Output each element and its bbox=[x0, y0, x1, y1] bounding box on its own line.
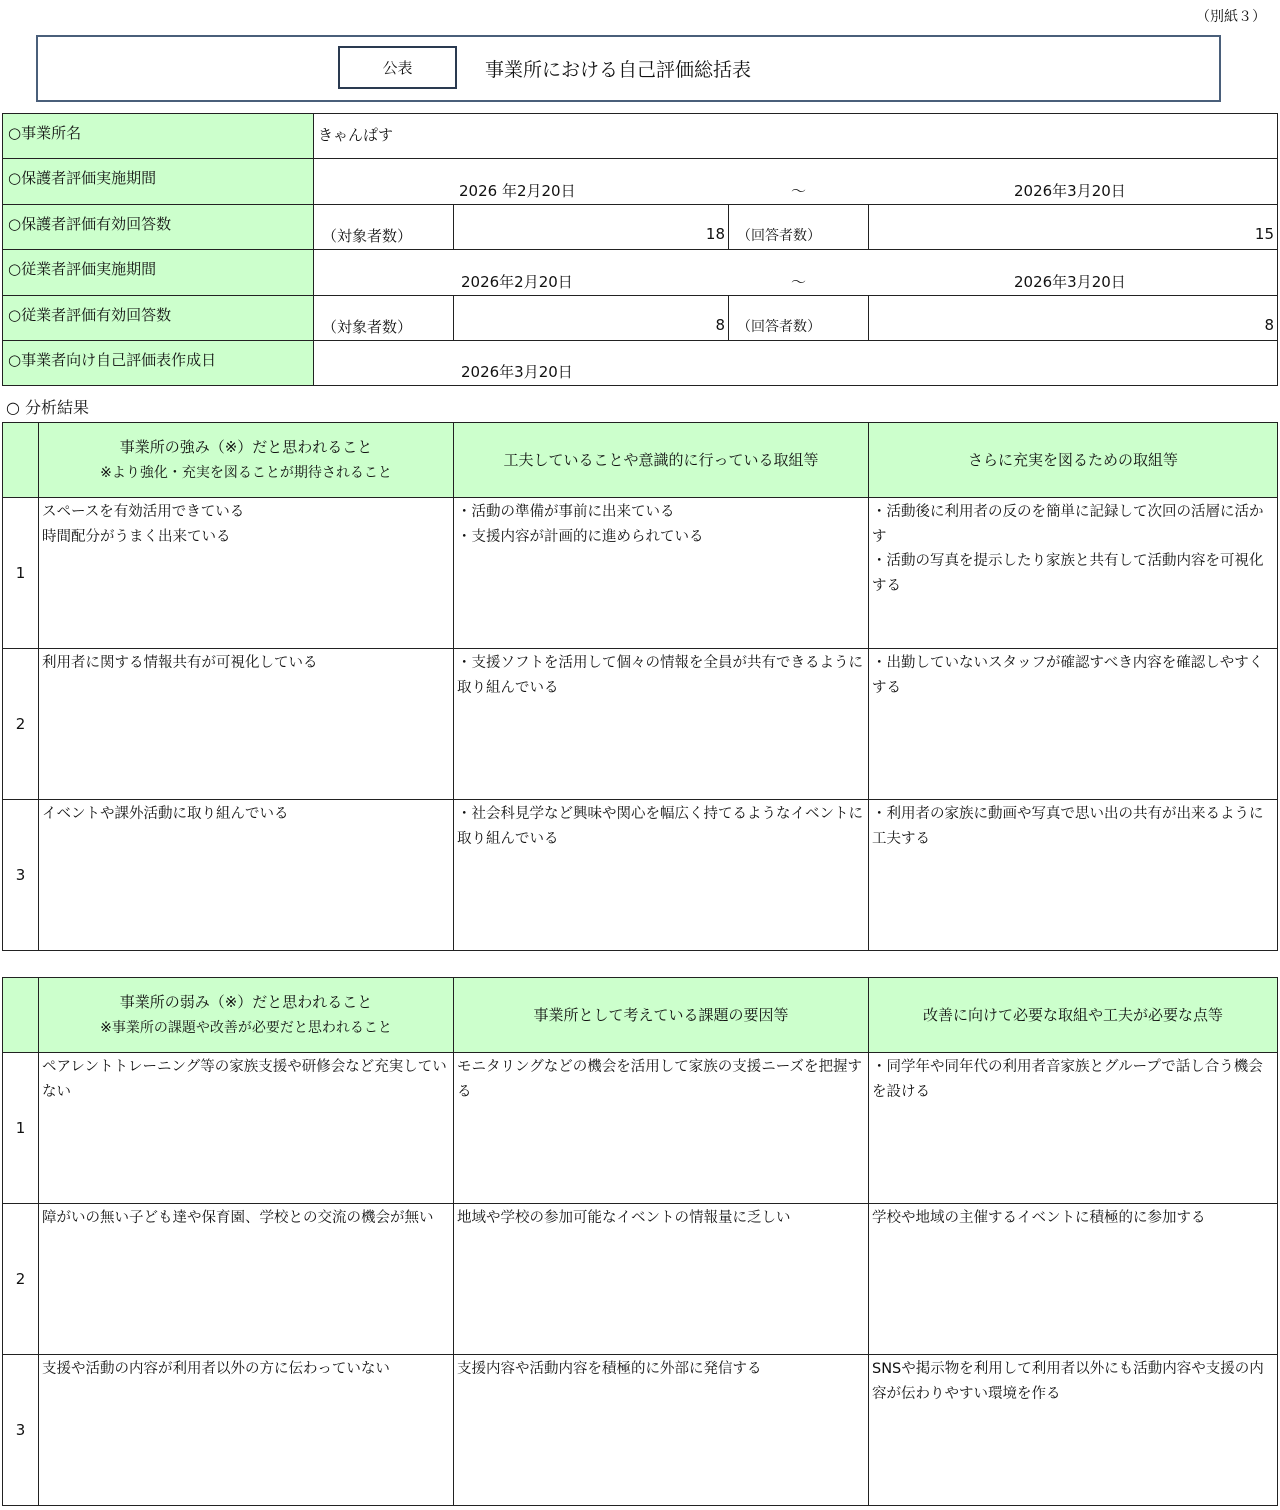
header-corner bbox=[2, 422, 39, 498]
staff-period-sep: ～ bbox=[791, 273, 807, 291]
table-cell-action: モニタリングなどの機会を活用して家族の支援ニーズを把握する bbox=[453, 1052, 869, 1204]
guardian-respondent-value: 15 bbox=[868, 204, 1278, 250]
page-title: 事業所における自己評価総括表 bbox=[485, 59, 752, 81]
header-col1-subtitle: ※事業所の課題や改善が必要だと思われること bbox=[100, 1020, 392, 1036]
public-badge-label: 公表 bbox=[382, 59, 413, 77]
table-cell-item: ペアレントトレーニング等の家族支援や研修会など充実していない bbox=[38, 1052, 454, 1204]
row-number: 3 bbox=[2, 799, 39, 951]
header-col2: 工夫していることや意識的に行っている取組等 bbox=[453, 422, 869, 498]
analysis-label: ○ 分析結果 bbox=[6, 398, 90, 417]
header-col3: さらに充実を図るための取組等 bbox=[868, 422, 1278, 498]
table-cell-item: 障がいの無い子ども達や保育園、学校との交流の機会が無い bbox=[38, 1203, 454, 1355]
public-badge bbox=[338, 46, 457, 89]
attachment-label: （別紙３） bbox=[1196, 9, 1266, 25]
row-number: 1 bbox=[2, 497, 39, 649]
table-cell-improvement: SNSや掲示物を利用して利用者以外にも活動内容や支援の内容が伝わりやすい環境を作る bbox=[868, 1354, 1278, 1506]
row-number: 3 bbox=[2, 1354, 39, 1506]
header-col2: 事業所として考えている課題の要因等 bbox=[453, 977, 869, 1053]
table-cell-action: ・支援ソフトを活用して個々の情報を全員が共有できるように取り組んでいる bbox=[453, 648, 869, 800]
table-cell-improvement: ・利用者の家族に動画や写真で思い出の共有が出来るように工夫する bbox=[868, 799, 1278, 951]
row-number: 1 bbox=[2, 1052, 39, 1204]
table-cell-item: スペースを有効活用できている 時間配分がうまく出来ている bbox=[38, 497, 454, 649]
guardian-respondent-label: （回答者数） bbox=[728, 204, 869, 250]
staff-period-start: 2026年2月20日 bbox=[461, 273, 573, 291]
table-cell-action: ・活動の準備が事前に出来ている ・支援内容が計画的に進められている bbox=[453, 497, 869, 649]
guardian-period-end: 2026年3月20日 bbox=[1014, 182, 1126, 200]
table-cell-improvement: ・活動後に利用者の反のを簡単に記録して次回の活層に活かす ・活動の写真を提示したり家族と共有して活動内容を可視化する bbox=[868, 497, 1278, 649]
staff-period-value bbox=[313, 249, 1278, 296]
header-col1 bbox=[38, 977, 454, 1053]
created-date-label: ○事業者向け自己評価表作成日 bbox=[2, 340, 314, 386]
table-cell-improvement: ・同学年や同年代の利用者音家族とグループで話し合う機会を設ける bbox=[868, 1052, 1278, 1204]
header-col1 bbox=[38, 422, 454, 498]
table-cell-action: 支援内容や活動内容を積極的に外部に発信する bbox=[453, 1354, 869, 1506]
guardian-responses-label: ○保護者評価有効回答数 bbox=[2, 204, 314, 250]
staff-period-label: ○従業者評価実施期間 bbox=[2, 249, 314, 296]
guardian-period-label: ○保護者評価実施期間 bbox=[2, 158, 314, 205]
header-col1-subtitle: ※より強化・充実を図ることが期待されること bbox=[100, 465, 392, 481]
title-box bbox=[36, 35, 1221, 102]
staff-respondent-label: （回答者数） bbox=[728, 295, 869, 341]
guardian-period-value bbox=[313, 158, 1278, 205]
staff-target-value: 8 bbox=[453, 295, 729, 341]
header-col1-title: 事業所の強み（※）だと思われること bbox=[119, 438, 373, 456]
guardian-target-label: （対象者数） bbox=[313, 204, 454, 250]
office-name-value: きゃんぱす bbox=[313, 113, 1278, 159]
table-cell-item: イベントや課外活動に取り組んでいる bbox=[38, 799, 454, 951]
header-col1-title: 事業所の弱み（※）だと思われること bbox=[119, 993, 373, 1011]
table-cell-improvement: ・出勤していないスタッフが確認すべき内容を確認しやすくする bbox=[868, 648, 1278, 800]
row-number: 2 bbox=[2, 648, 39, 800]
office-name-label: ○事業所名 bbox=[2, 113, 314, 159]
guardian-period-start: 2026 年2月20日 bbox=[459, 182, 576, 200]
created-date-value: 2026年3月20日 bbox=[313, 340, 1278, 386]
table-cell-improvement: 学校や地域の主催するイベントに積極的に参加する bbox=[868, 1203, 1278, 1355]
staff-period-end: 2026年3月20日 bbox=[1014, 273, 1126, 291]
table-cell-item: 利用者に関する情報共有が可視化している bbox=[38, 648, 454, 800]
staff-respondent-value: 8 bbox=[868, 295, 1278, 341]
table-cell-item: 支援や活動の内容が利用者以外の方に伝わっていない bbox=[38, 1354, 454, 1506]
header-col3: 改善に向けて必要な取組や工夫が必要な点等 bbox=[868, 977, 1278, 1053]
row-number: 2 bbox=[2, 1203, 39, 1355]
table-cell-action: 地域や学校の参加可能なイベントの情報量に乏しい bbox=[453, 1203, 869, 1355]
header-corner bbox=[2, 977, 39, 1053]
guardian-period-sep: ～ bbox=[791, 182, 807, 200]
staff-responses-label: ○従業者評価有効回答数 bbox=[2, 295, 314, 341]
guardian-target-value: 18 bbox=[453, 204, 729, 250]
table-cell-action: ・社会科見学など興味や関心を幅広く持てるようなイベントに取り組んでいる bbox=[453, 799, 869, 951]
staff-target-label: （対象者数） bbox=[313, 295, 454, 341]
